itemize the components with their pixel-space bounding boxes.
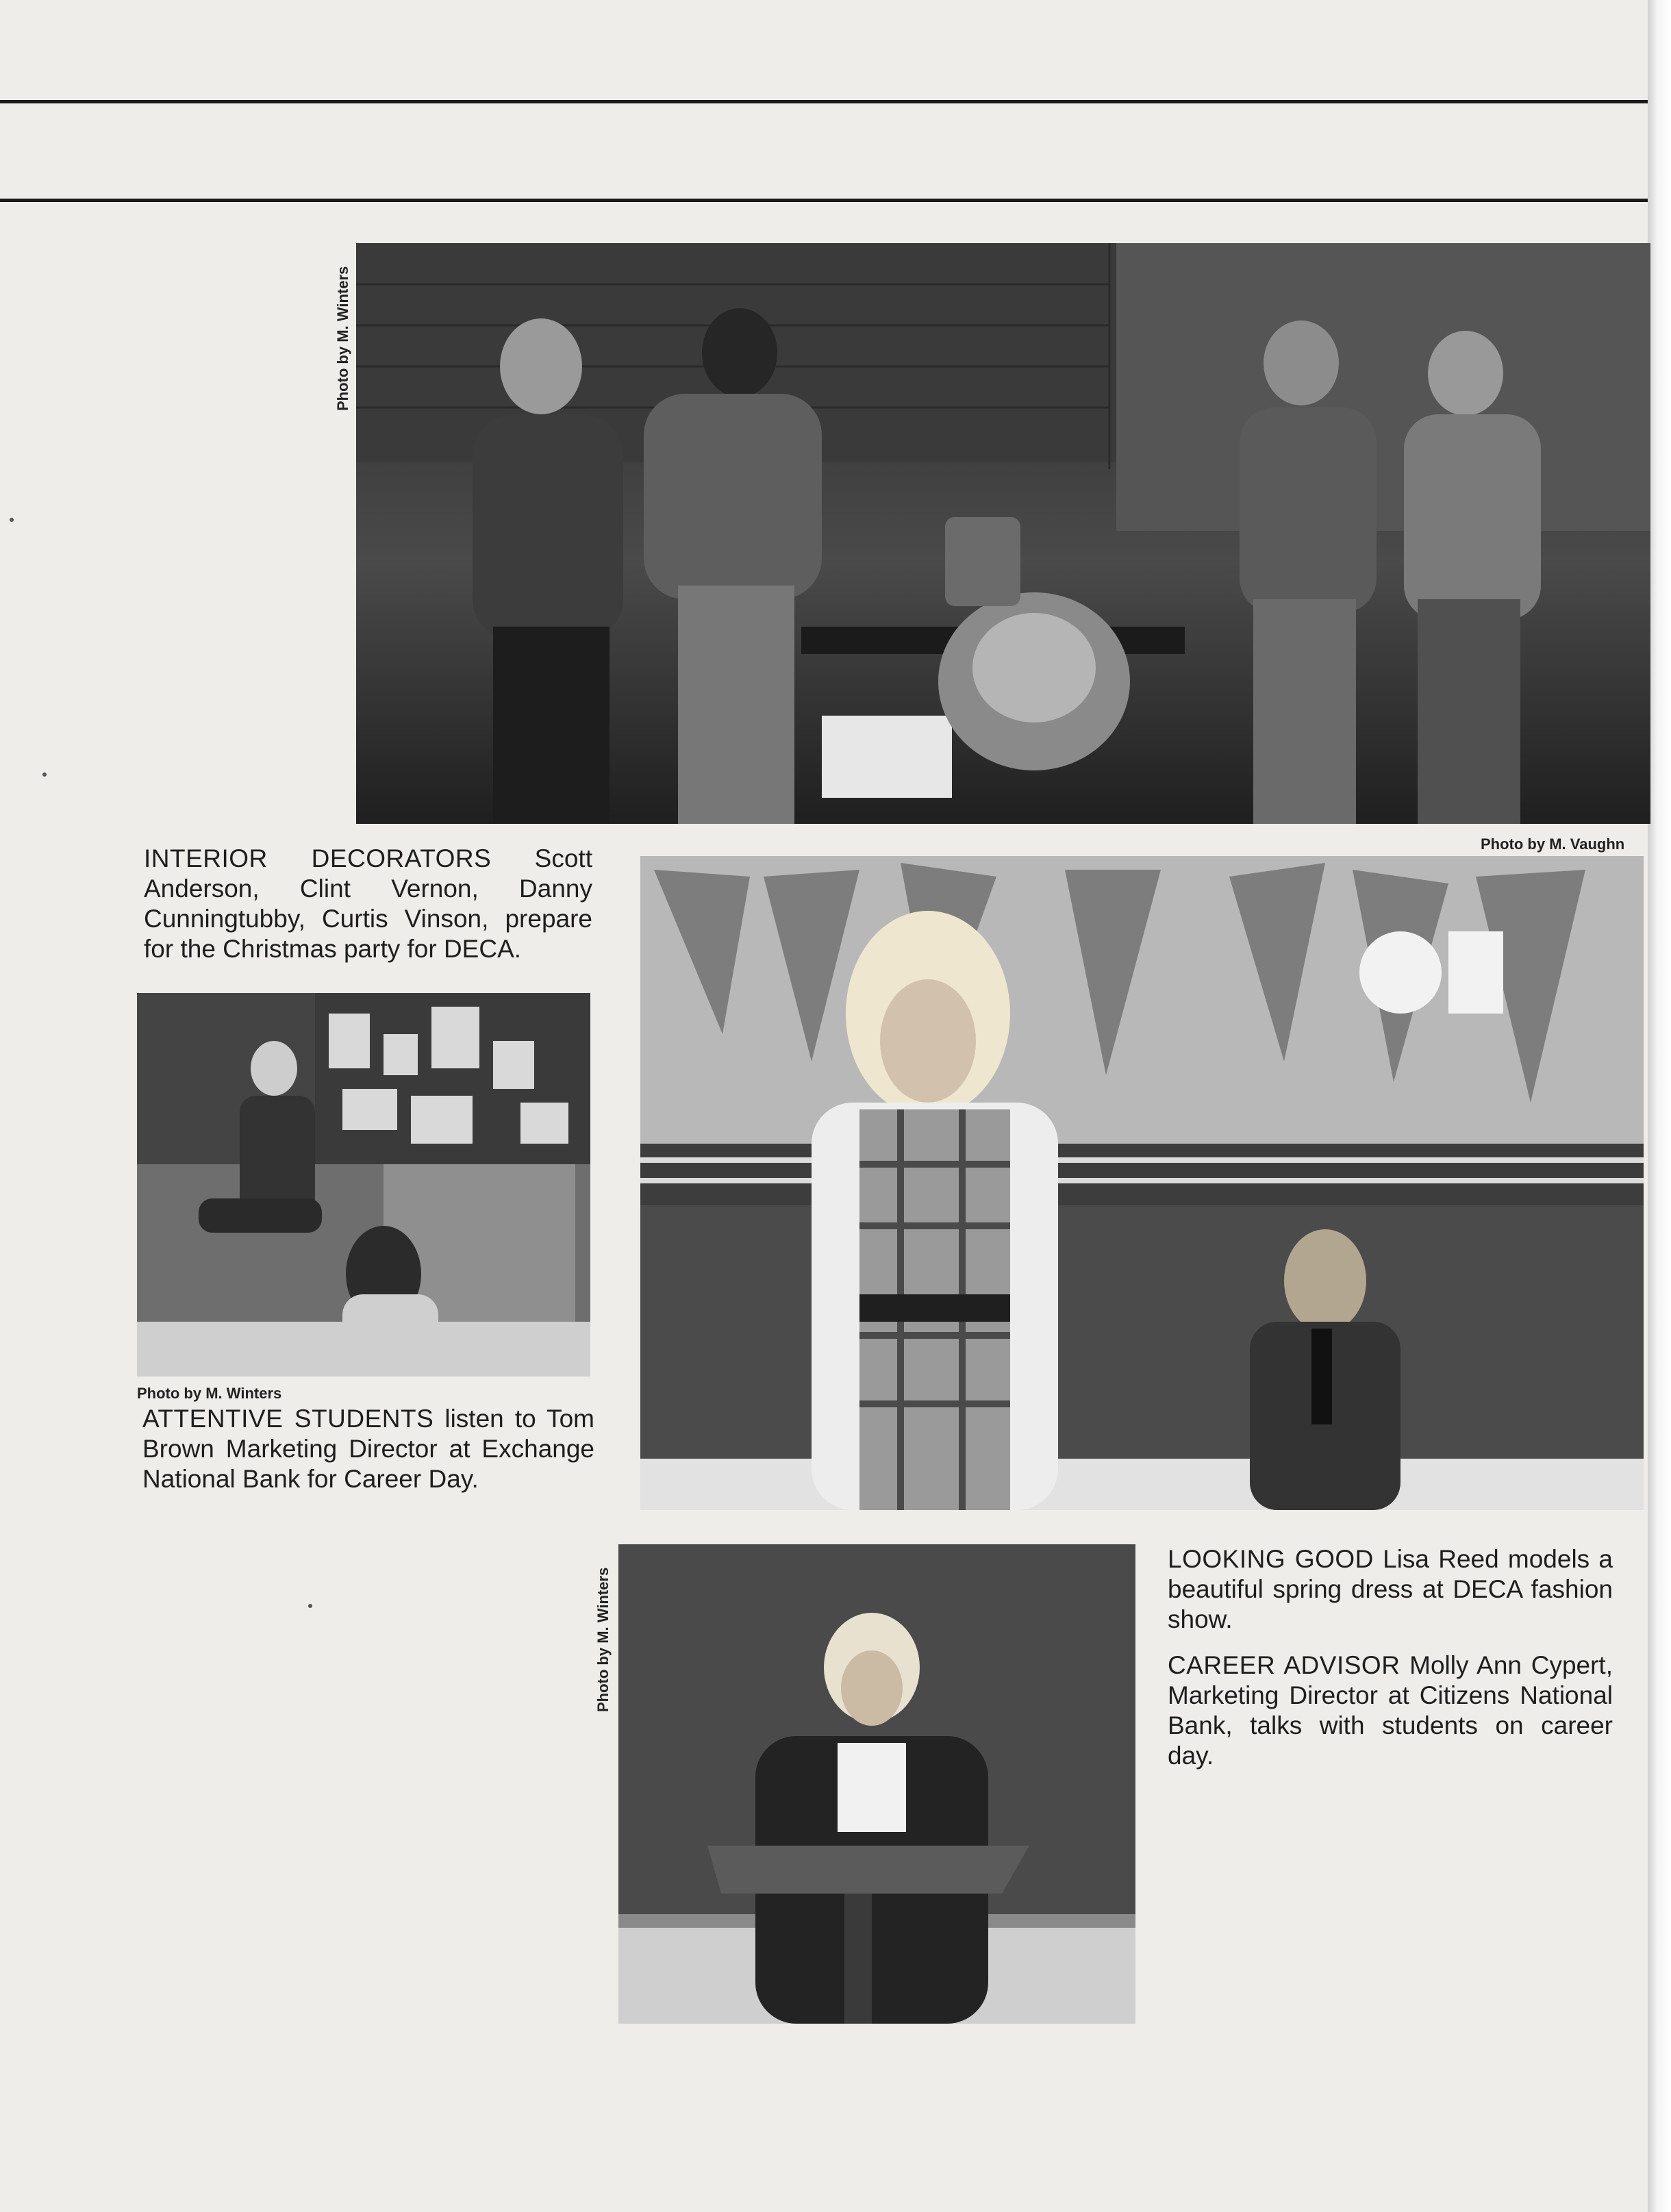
caption-decorators bbox=[144, 844, 592, 964]
page-edge bbox=[1648, 0, 1671, 2212]
caption-decorators-text: Scott Anderson, Clint Vernon, Danny Cunningtubby, Curtis Vinson, prepare for the Christmas party for DECA. bbox=[144, 844, 592, 963]
top-rule bbox=[0, 100, 1671, 103]
caption-fashion bbox=[1168, 1544, 1613, 1635]
photo-credit-advisor: Photo by M. Winters bbox=[594, 1567, 612, 1712]
caption-students bbox=[142, 1404, 594, 1494]
caption-advisor bbox=[1168, 1650, 1613, 1771]
decorators-photo bbox=[356, 243, 1650, 824]
print-speck bbox=[42, 772, 47, 777]
caption-advisor-lead: CAREER ADVISOR bbox=[1168, 1651, 1400, 1679]
students-photo bbox=[137, 993, 590, 1377]
header-bottom-rule bbox=[0, 199, 1671, 202]
caption-fashion-text: Lisa Reed models a beautiful spring dress at DECA fashion show. bbox=[1168, 1545, 1613, 1633]
caption-students-text: listen to Tom Brown Marketing Director at Exchange National Bank for Career Day. bbox=[142, 1405, 594, 1493]
caption-fashion-lead: LOOKING GOOD bbox=[1168, 1545, 1374, 1573]
caption-decorators-lead: INTERIOR DECORATORS bbox=[144, 844, 492, 872]
print-speck bbox=[10, 518, 14, 522]
photo-credit-fashion: Photo by M. Vaughn bbox=[1481, 835, 1625, 853]
photo-credit-decorators: Photo by M. Winters bbox=[334, 266, 351, 411]
photo-credit-students: Photo by M. Winters bbox=[137, 1385, 282, 1402]
caption-advisor-text: Molly Ann Cypert, Marketing Director at Citizens National Bank, talks with students on career day. bbox=[1168, 1651, 1613, 1770]
fashion-photo bbox=[640, 856, 1644, 1510]
print-speck bbox=[308, 1604, 312, 1608]
advisor-photo bbox=[618, 1544, 1135, 2024]
caption-students-lead: ATTENTIVE STUDENTS bbox=[142, 1405, 434, 1433]
